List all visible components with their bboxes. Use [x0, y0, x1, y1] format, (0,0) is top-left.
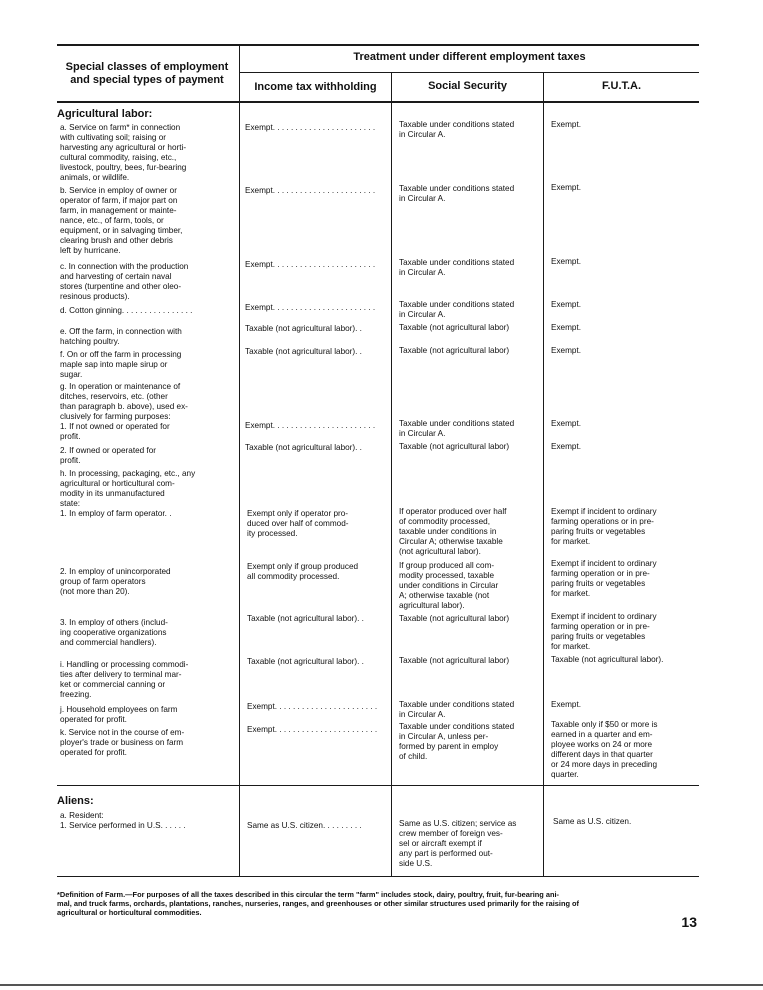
social-security-cell: Taxable under conditions stated in Circular A. [399, 300, 515, 319]
social-security-cell: Taxable under conditions stated in Circular A. [399, 419, 515, 438]
futa-cell: Exempt. [551, 257, 582, 266]
column-divider-2 [391, 72, 392, 876]
header-income-tax: Income tax withholding [254, 81, 377, 93]
social-security-cell: Taxable under conditions stated in Circular A. [399, 120, 515, 139]
social-security-cell: If operator produced over half of commodity processed, taxable under conditions in Circular A; otherwise taxable (not agricultural labor). [399, 507, 507, 556]
income-tax-cell: Exempt. . . . . . . . . . . . . . . . . . . . . . . [245, 260, 376, 269]
income-tax-cell: Exempt only if group produced all commodity processed. [247, 562, 359, 581]
futa-cell: Exempt. [551, 346, 582, 355]
income-tax-cell: Exempt. . . . . . . . . . . . . . . . . . . . . . . [245, 303, 376, 312]
header-special-classes: Special classes of employment and special types of payment [65, 61, 229, 86]
income-tax-cell: Taxable (not agricultural labor). . [247, 614, 364, 623]
futa-cell: Exempt. [551, 419, 582, 428]
row-label: a. Resident: 1. Service performed in U.S. . . . . . [60, 811, 186, 830]
social-security-cell: Taxable under conditions stated in Circular A, unless per- formed by parent in employ of child. [399, 722, 515, 761]
row-label: f. On or off the farm in processing maple sap into maple sirup or sugar. [60, 350, 182, 379]
row-label: 2. In employ of unincorporated group of farm operators (not more than 20). [60, 567, 171, 596]
social-security-cell: Taxable (not agricultural labor) [399, 323, 510, 332]
section-aliens: Aliens: [57, 795, 94, 807]
income-tax-cell: Same as U.S. citizen. . . . . . . . . [247, 821, 362, 830]
income-tax-cell: Exempt. . . . . . . . . . . . . . . . . . . . . . . [245, 123, 376, 132]
income-tax-cell: Taxable (not agricultural labor). . [245, 443, 362, 452]
futa-cell: Taxable only if $50 or more is earned in a quarter and em- ployee works on 24 or more different days in that quarter or 24 more days in preceding quarter. [551, 720, 658, 779]
social-security-cell: Taxable under conditions stated in Circular A. [399, 258, 515, 277]
header-bottom-rule [57, 101, 699, 103]
page-number: 13 [681, 914, 697, 930]
futa-cell: Exempt. [551, 300, 582, 309]
income-tax-cell: Exempt. . . . . . . . . . . . . . . . . . . . . . . [245, 421, 376, 430]
income-tax-cell: Exempt. . . . . . . . . . . . . . . . . . . . . . . [247, 725, 378, 734]
row-label: a. Service on farm* in connection with cultivating soil; raising or harvesting any agricultural or horti- cultural commodity, raising, etc., livestock, poultry, bees, fur-bearing animals, or wildlife. [60, 123, 187, 182]
futa-cell: Exempt. [551, 323, 582, 332]
social-security-cell: Taxable (not agricultural labor) [399, 346, 510, 355]
row-label: e. Off the farm, in connection with hatching poultry. [60, 327, 182, 346]
social-security-cell: Taxable (not agricultural labor) [399, 656, 510, 665]
row-label: 2. If owned or operated for profit. [60, 446, 157, 465]
row-label: h. In processing, packaging, etc., any agricultural or horticultural com- modity in its unmanufactured state: 1. In employ of farm operator. . [60, 469, 196, 518]
header-futa: F.U.T.A. [601, 80, 642, 92]
row-label: k. Service not in the course of em- ployer's trade or business on farm operated for profit. [60, 728, 185, 757]
income-tax-cell: Taxable (not agricultural labor). . [245, 324, 362, 333]
header-treatment: Treatment under different employment taxes [353, 51, 586, 63]
row-label: j. Household employees on farm operated for profit. [60, 705, 178, 724]
futa-cell: Same as U.S. citizen. [553, 817, 632, 826]
futa-cell: Taxable (not agricultural labor). [551, 655, 664, 664]
row-label: d. Cotton ginning. . . . . . . . . . . . . . . . [60, 306, 193, 315]
scan-edge [0, 984, 763, 986]
footnote-definition-of-farm: *Definition of Farm.—For purposes of all the taxes described in this circular the term "farm" includes stock, dairy, poultry, fruit, fur-bearing ani- mal, and truck farms, orchards, plantations, ranches, nurseries, ranges, and greenhouses or other similar structures used primarily for the raising of agricultural or horticultural commodities. [57, 890, 580, 917]
top-rule [57, 44, 699, 46]
income-tax-cell: Exempt. . . . . . . . . . . . . . . . . . . . . . . [247, 702, 378, 711]
column-divider-3 [543, 72, 544, 876]
income-tax-cell: Taxable (not agricultural labor). . [247, 657, 364, 666]
row-label: 3. In employ of others (includ- ing cooperative organizations and commercial handlers). [60, 618, 168, 647]
futa-cell: Exempt if incident to ordinary farming operation or in pre- paring fruits or vegetables for market. [551, 612, 657, 651]
income-tax-cell: Exempt only if operator pro- duced over half of commod- ity processed. [247, 509, 349, 538]
row-label: i. Handling or processing commodi- ties after delivery to terminal mar- ket or commercial canning or freezing. [60, 660, 189, 699]
social-security-cell: Taxable (not agricultural labor) [399, 442, 510, 451]
income-tax-cell: Taxable (not agricultural labor). . [245, 347, 362, 356]
bottom-rule [57, 876, 699, 877]
futa-cell: Exempt if incident to ordinary farming operations or in pre- paring fruits or vegetables for market. [551, 507, 657, 546]
social-security-cell: If group produced all com- modity processed, taxable under conditions in Circular A; otherwise taxable (not agricultural labor). [399, 561, 499, 610]
social-security-cell: Taxable under conditions stated in Circular A. [399, 184, 515, 203]
aliens-separator-rule [57, 785, 699, 786]
futa-cell: Exempt. [551, 183, 582, 192]
social-security-cell: Taxable (not agricultural labor) [399, 614, 510, 623]
futa-cell: Exempt. [551, 700, 582, 709]
row-label: b. Service in employ of owner or operator of farm, if major part on farm, in management or mainte- nance, etc., of farm, tools, or equipment, or in salvaging timber, clearing brush and other debris left by hurricane. [60, 186, 183, 255]
header-social-security: Social Security [428, 80, 507, 92]
column-divider-1 [239, 44, 240, 876]
row-label: c. In connection with the production and harvesting of certain naval stores (turpentine and other oleo- resinous products). [60, 262, 189, 301]
subheader-rule [239, 72, 699, 73]
income-tax-cell: Exempt. . . . . . . . . . . . . . . . . . . . . . . [245, 186, 376, 195]
row-label: g. In operation or maintenance of ditches, reservoirs, etc. (other than paragraph b. above), used ex- clusively for farming purposes: 1. If not owned or operated for profit. [60, 382, 188, 441]
futa-cell: Exempt. [551, 442, 582, 451]
section-agricultural-labor: Agricultural labor: [57, 108, 153, 120]
social-security-cell: Same as U.S. citizen; service as crew member of foreign ves- sel or aircraft exempt if any part is performed out- side U.S. [399, 819, 517, 868]
futa-cell: Exempt if incident to ordinary farming operation or in pre- paring fruits or vegetables for market. [551, 559, 657, 598]
social-security-cell: Taxable under conditions stated in Circular A. [399, 700, 515, 719]
futa-cell: Exempt. [551, 120, 582, 129]
